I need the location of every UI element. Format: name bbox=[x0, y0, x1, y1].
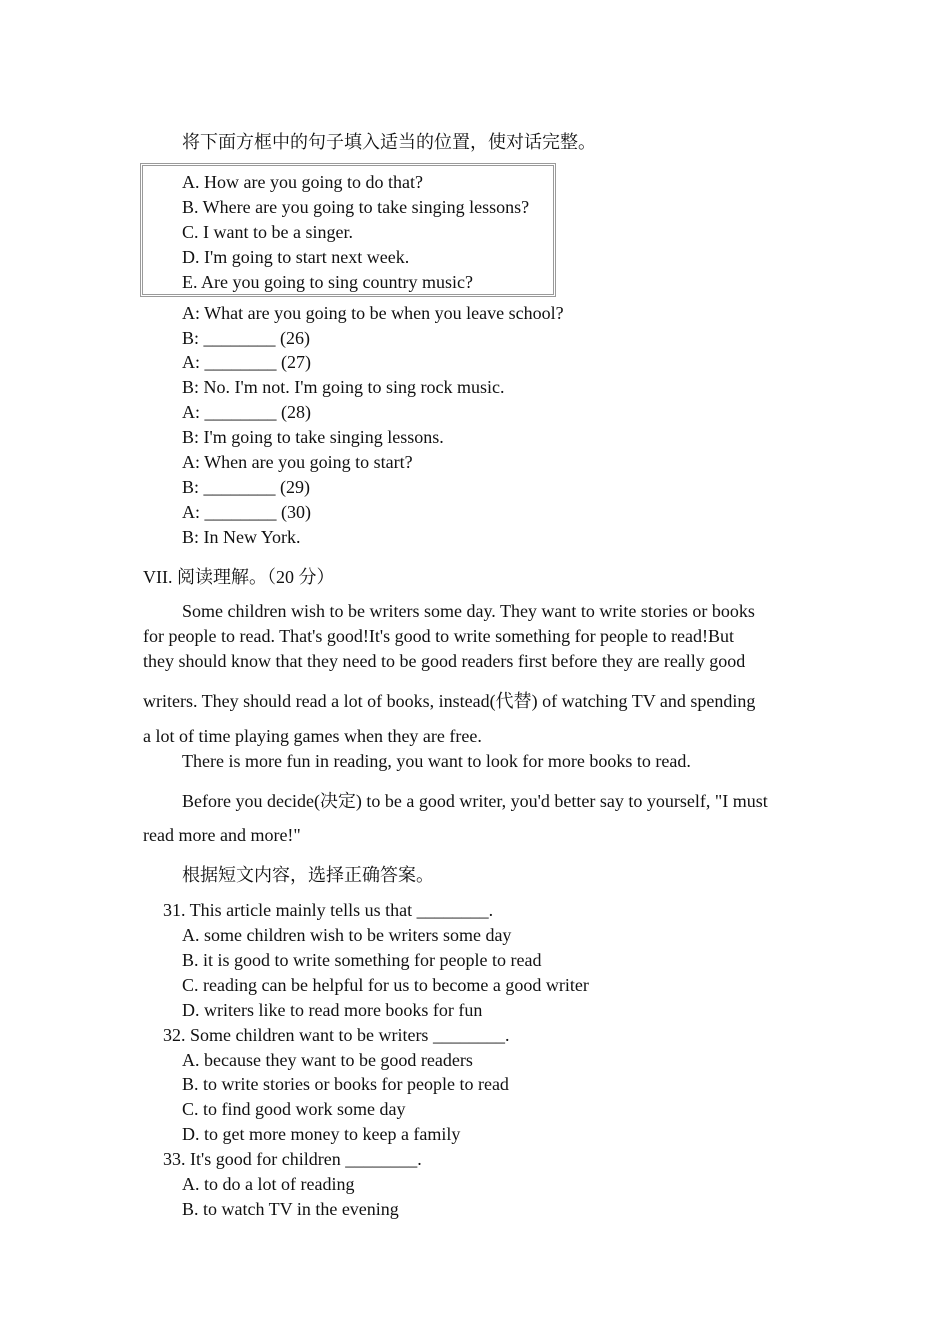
question-stem: 31. This article mainly tells us that ________. bbox=[163, 900, 494, 920]
question-instruction: 根据短文内容，选择正确答案。 bbox=[182, 865, 434, 885]
passage-line: they should know that they need to be good readers first before they are really good bbox=[143, 651, 746, 671]
passage-line: Before you decide(决定) to be a good writer, you'd better say to yourself, "I must bbox=[182, 791, 768, 811]
dialogue-line: B: In New York. bbox=[182, 527, 301, 547]
dialogue-line: B: ________ (26) bbox=[182, 328, 310, 348]
dialogue-line: A: ________ (30) bbox=[182, 502, 311, 522]
question-choice: C. to find good work some day bbox=[182, 1099, 406, 1119]
option-a: A. How are you going to do that? bbox=[182, 172, 423, 192]
question-choice: B. to write stories or books for people to read bbox=[182, 1074, 509, 1094]
option-e: E. Are you going to sing country music? bbox=[182, 272, 473, 292]
question-choice: A. because they want to be good readers bbox=[182, 1050, 473, 1070]
question-stem: 33. It's good for children ________. bbox=[163, 1149, 422, 1169]
question-choice: A. some children wish to be writers some day bbox=[182, 925, 512, 945]
passage-line: Some children wish to be writers some day. They want to write stories or books bbox=[182, 601, 755, 621]
question-choice: B. it is good to write something for people to read bbox=[182, 950, 542, 970]
question-choice: C. reading can be helpful for us to become a good writer bbox=[182, 975, 589, 995]
question-choice: A. to do a lot of reading bbox=[182, 1174, 355, 1194]
dialogue-line: A: When are you going to start? bbox=[182, 452, 413, 472]
option-c: C. I want to be a singer. bbox=[182, 222, 353, 242]
question-stem: 32. Some children want to be writers ________. bbox=[163, 1025, 510, 1045]
question-choice: D. to get more money to keep a family bbox=[182, 1124, 461, 1144]
option-b: B. Where are you going to take singing lessons? bbox=[182, 197, 530, 217]
option-d: D. I'm going to start next week. bbox=[182, 247, 410, 267]
dialogue-line: B: I'm going to take singing lessons. bbox=[182, 427, 444, 447]
question-choice: D. writers like to read more books for fun bbox=[182, 1000, 483, 1020]
dialogue-line: B: No. I'm not. I'm going to sing rock music. bbox=[182, 377, 505, 397]
question-choice: B. to watch TV in the evening bbox=[182, 1199, 399, 1219]
dialogue-line: B: ________ (29) bbox=[182, 477, 310, 497]
dialogue-line: A: ________ (28) bbox=[182, 402, 311, 422]
section-title: VII. 阅读理解。（20 分） bbox=[143, 567, 335, 587]
passage-line: for people to read. That's good!It's good to write something for people to read!But bbox=[143, 626, 735, 646]
passage-line: a lot of time playing games when they are free. bbox=[143, 726, 482, 746]
passage-line: There is more fun in reading, you want to look for more books to read. bbox=[182, 751, 691, 771]
passage-line: writers. They should read a lot of books, instead(代替) of watching TV and spending bbox=[143, 691, 756, 711]
instruction: 将下面方框中的句子填入适当的位置，使对话完整。 bbox=[182, 132, 596, 152]
dialogue-line: A: ________ (27) bbox=[182, 352, 311, 372]
passage-line: read more and more!" bbox=[143, 825, 301, 845]
dialogue-line: A: What are you going to be when you leave school? bbox=[182, 303, 564, 323]
